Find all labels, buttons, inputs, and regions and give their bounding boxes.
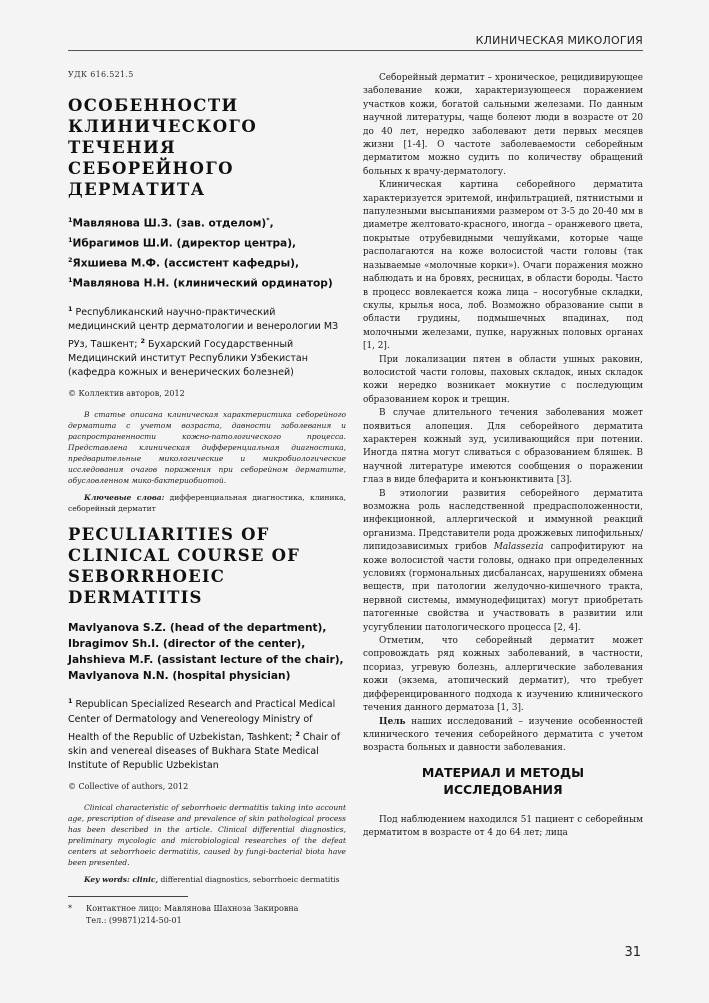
ru-author-1-corresponding-mark: * [266, 216, 270, 224]
ru-article-title: ОСОБЕННОСТИ КЛИНИЧЕСКОГО ТЕЧЕНИЯ СЕБОРЕЙНОГО ДЕРМАТИТА [68, 96, 258, 199]
en-affil-sup-1: 1 [68, 697, 73, 706]
en-affiliations [68, 694, 346, 772]
contact-footnote [68, 903, 346, 926]
ru-author-2 [68, 232, 346, 252]
en-keywords-label: Key words: clinic, [84, 874, 159, 884]
body-paragraph-6: Отметим, что себорейный дерматит может сопровождать ряд кожных заболеваний, в частности, псориаз, угревую болезнь, аллергические заболевания кожи (экзема, атопический дерматит), что требует дифференцированного подхода к изучению клинического течения данного дерматоза [1, 3]. [363, 636, 643, 714]
body-paragraph-7-text: наших исследований – изучение особенностей клинического течения себорейного дерматита с учетом возраста больных и давности заболевания. [363, 716, 643, 754]
en-abstract: Clinical characteristic of seborrhoeic dermatitis taking into account age, prescription of disease and prevalence of skin pathological process has been described in the article. Clinical differential diagnostics, preliminary mycologic and microbiological researches of the defeat centers at seborrhoeic dermatitis, caused by fungi-bacterial biota have been presented. [68, 802, 346, 867]
ru-affil-1: Республиканский научно-практический медицинский центр дерматологии и венерологии МЗ РУз, Ташкент; [68, 307, 339, 351]
body-paragraph-5 [363, 488, 643, 635]
en-affil-sup-2: 2 [295, 729, 300, 738]
body-paragraph-3: При локализации пятен в области ушных раковин, волосистой части головы, паховых складок, иных складок кожи нередко возникает мокнутие с последующим образованием корок и трещин. [363, 354, 643, 405]
en-author-list: Mavlyanova S.Z. (head of the department), Ibragimov Sh.I. (director of the center), Jahshieva M.F. (assistant lecture of the chair), Mavlyanova N.N. (hospital physician) [68, 622, 344, 683]
en-keywords-text: differential diagnostics, seborrhoeic dermatitis [158, 874, 340, 884]
ru-keywords-text: дифференциальная диагностика, клиника, себорейный дерматит [68, 493, 346, 514]
header-rule [68, 50, 643, 51]
ru-author-3-sup: 2 [68, 256, 73, 265]
ru-author-1-tail: , [269, 217, 274, 230]
footnote-line-1 [68, 903, 346, 915]
en-keywords [68, 874, 346, 885]
body-paragraph-1: Себорейный дерматит – хроническое, рецидивирующее заболевание кожи, характеризующееся поражением участков кожи, богатой сальными железами. По данным научной литературы, чаще болеют люди в возрасте от 20 до 40 лет, нередко заболевают дети первых месяцев жизни [1-4]. О частоте заболеваемости себорейным дерматитом можно судить по количеству обращений больных к врачу-дерматологу. [363, 73, 643, 177]
ru-author-3-name: Яхшиева М.Ф. (ассистент кафедры), [72, 257, 300, 270]
en-affil-2: Chair of skin and venereal diseases of Bukhara State Medical Institute of Republic Uzbekistan [68, 731, 341, 771]
footnote-rule [68, 896, 188, 897]
ru-author-1 [68, 212, 346, 232]
ru-affil-2: Бухарский Государственный Медицинский институт Республики Узбекистан (кафедра кожных и венерических болезней) [68, 339, 308, 379]
en-affil-1: Republican Specialized Research and Practical Medical Center of Dermatology and Venereology Ministry of Health of the Republic of Uzbekistan, Tashkent; [68, 699, 336, 743]
ru-author-4-sup: 1 [68, 276, 73, 285]
footnote-mark: * [68, 904, 72, 913]
ru-affil-sup-2: 2 [140, 337, 146, 346]
page-number: 31 [624, 945, 641, 960]
ru-author-1-name: Мавлянова Ш.З. (зав. отделом) [72, 217, 267, 230]
ru-author-2-name: Ибрагимов Ш.И. (директор центра), [72, 237, 297, 250]
body-paragraph-7 [363, 716, 643, 756]
ru-author-3 [68, 252, 346, 272]
body-paragraph-2: Клиническая картина себорейного дерматита характеризуется эритемой, инфильтрацией, пятнистыми и папулезными высыпаниями размером от 3-5 до 20-40 мм в диаметре желтовато-красного, иногда – оранжевого цвета, покрытые отрубевидными чешуйками, которые чаще располагаются на коже волосистой части головы (так называемые «молочные корки»). Очаги поражения можно наблюдать и на бровях, ресницах, в области бороды. Часто в процесс вовлекается кожа лица – носогубные складки, скулы, крылья носа, лоб. Возможно образование сыпи в области грудины, подмышечных впадинах, под молочными железами, пупке, наружных половых органах [1, 2]. [363, 180, 643, 352]
ru-affiliations [68, 302, 346, 380]
right-column [363, 72, 643, 841]
udk-code: УДК 616.521.5 [68, 70, 134, 79]
body-paragraph-5-a: В этиологии развития себорейного дерматита возможна роль наследственной предрасположенности, инфекционной, аллергической и иммунной реакций организма. Представители рода дрожжевых липофильных/липидозависимых грибов [363, 488, 643, 553]
ru-abstract: В статье описана клиническая характеристика себорейного дерматита с учетом возраста, давности заболевания и распространенности кожно-патологического процесса. Представлена клиническая дифференциальная диагностика, предварительные микологические и микробиологические исследования очагов поражения при себорейном дерматите, обусловленном мико-бактериобиотой. [68, 410, 346, 486]
section-heading-materials-methods: МАТЕРИАЛ И МЕТОДЫ ИССЛЕДОВАНИЯ [421, 764, 585, 797]
en-copyright: © Collective of authors, 2012 [68, 781, 189, 791]
body-paragraph-4: В случае длительного течения заболевания может появиться алопеция. Для себорейного дерматита характерен кожный зуд, усиливающийся при потении. Иногда пятна могут сливаться с образованием бляшек. В научной литературе имеются сообщения о поражении глаз в виде блефарита и конъюнктивита [3]. [363, 408, 643, 486]
footnote-phone: Тел.: (99871)214-50-01 [86, 915, 182, 925]
body-paragraph-5-genus: Malassezia [493, 542, 544, 553]
left-column [68, 70, 346, 895]
ru-author-2-sup: 1 [68, 236, 73, 245]
body-paragraph-7-label: Цель [379, 716, 406, 727]
footnote-contact-person: Контактное лицо: Мавлянова Шахноза Закировна [86, 904, 299, 913]
en-article-title: PECULIARITIES OF CLINICAL COURSE OF SEBORRHOEIC DERMATITIS [68, 525, 301, 608]
running-header-section-label: КЛИНИЧЕСКАЯ МИКОЛОГИЯ [475, 34, 643, 47]
ru-keywords [68, 492, 346, 514]
ru-affil-sup-1: 1 [68, 305, 73, 314]
ru-author-1-sup: 1 [68, 216, 73, 224]
ru-author-list [68, 212, 346, 292]
body-paragraph-8: Под наблюдением находился 51 пациент с себорейным дерматитом в возрасте от 4 до 64 лет; лица [363, 814, 643, 839]
body-paragraph-5-b: сапрофитируют на коже волосистой части головы, однако при определенных условиях (гормональных дисбалансах, нарушениях обмена веществ, при патологии желудочно-кишечного тракта, нервной системы, иммунодефицитах) могут приобретать патогенные свойства и участвовать в развитии или усугублении патологического процесса [2, 4]. [363, 542, 643, 633]
ru-keywords-label: Ключевые слова: [84, 493, 165, 503]
ru-author-4 [68, 272, 346, 292]
ru-copyright: © Коллектив авторов, 2012 [68, 389, 185, 399]
ru-author-4-name: Мавлянова Н.Н. (клинический ординатор) [72, 277, 333, 290]
